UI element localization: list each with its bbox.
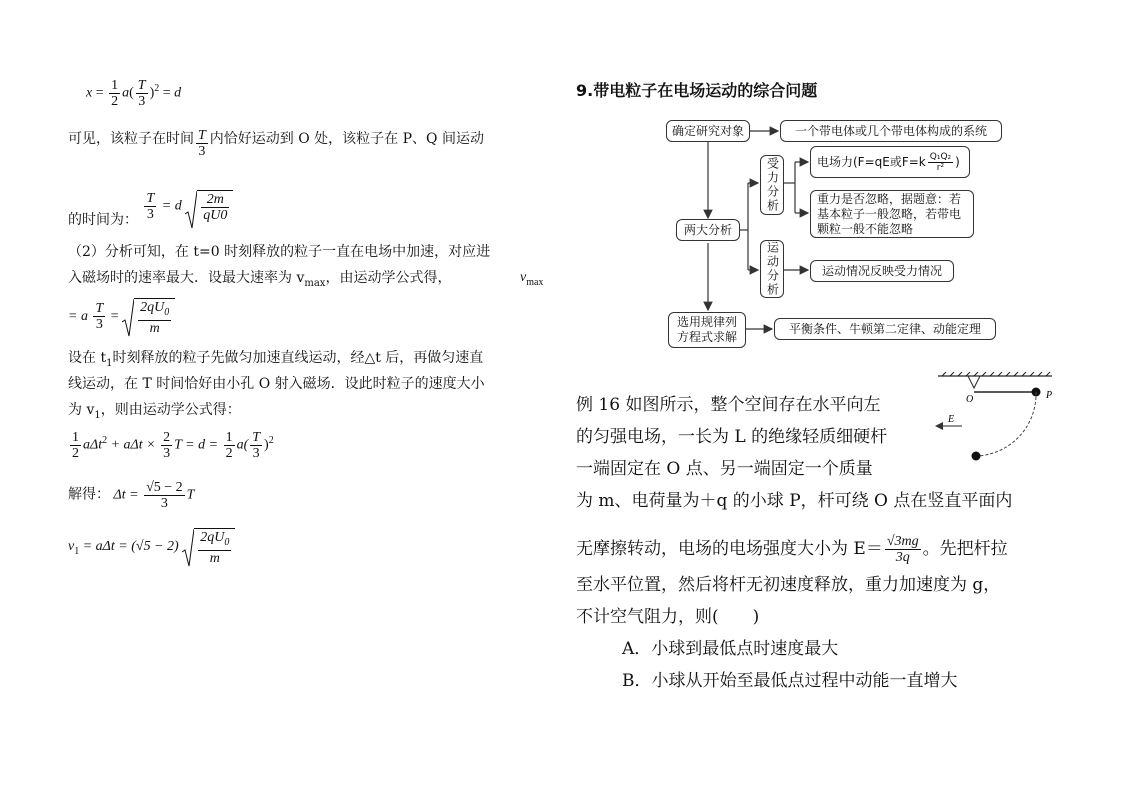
example-line-7: 不计空气阻力，则( ) (576, 607, 760, 627)
option-a: A．小球到最低点时速度最大 (622, 639, 839, 659)
node-gravity: 重力是否忽略，据题意：若基本粒子一般忽略，若带电颗粒一般不能忽略 (810, 190, 974, 238)
equation-vmax: = a $\frac{T}{3}$ = $\frac{2qU_0}{m}$ (68, 298, 175, 336)
text-line-1: 可见，该粒子在时间 $\frac{T}{3}$ 内恰好运动到 O 处，该粒子在 P、Q 间运动 (68, 128, 484, 159)
pivot-support (968, 376, 980, 388)
equation-v1: $v_1 = a\Delta t = (√5 - 2)$ $\frac{2qU_0}{m}$ (68, 528, 235, 566)
label-e: E (948, 414, 955, 425)
example-line-3: 一端固定在 O 点、另一端固定一个质量 (576, 459, 873, 479)
paragraph-3-line-b: 线运动，在 T 时间恰好由小孔 O 射入磁场．设此时粒子的速度大小 (68, 376, 485, 392)
vmax-label: $v_{max}$ (520, 270, 544, 288)
swing-path (976, 392, 1036, 456)
paragraph-3-line-a: 设在 $t_1$时刻释放的粒子先做匀加速直线运动，经△t 后，再做匀速直 (68, 350, 484, 369)
node-equations: 选用规律列方程式求解 (668, 312, 746, 348)
pendulum-figure (930, 370, 1060, 470)
node-motion-analysis: 运动分析 (760, 240, 784, 298)
example-line-2: 的匀强电场，一长为 L 的绝缘轻质细硬杆 (576, 427, 888, 447)
node-research-object: 确定研究对象 (666, 120, 750, 142)
ball-lowest (972, 452, 981, 461)
paragraph-2-line-a: （2）分析可知，在 t=0 时刻释放的粒子一直在电场中加速，对应进 (68, 244, 491, 260)
label-o: O (966, 394, 974, 405)
example-line-5: 无摩擦转动，电场的电场强度大小为 E＝ $\frac{√3mg}{3q}$ 。先把杆拉 (576, 534, 1008, 565)
equation-distance: $\frac{1}{2}$ aΔt$^2$ + aΔt × $\frac{2}{3}$ T = d = $\frac{1}{2}$ a( $\frac{T}{3}$ )$^2$ (72, 430, 274, 461)
example-line-1: 例 16 如图所示，整个空间存在水平向左 (576, 395, 881, 415)
node-laws: 平衡条件、牛顿第二定律、动能定理 (774, 318, 996, 340)
node-system: 一个带电体或几个带电体构成的系统 (780, 120, 1002, 142)
option-b: B．小球从开始至最低点过程中动能一直增大 (622, 671, 958, 691)
node-motion-result: 运动情况反映受力情况 (810, 260, 954, 282)
label-p: P (1046, 390, 1053, 401)
text-line-2: 的时间为： $\frac{T}{3}$ = d $\frac{2m}{qU0}$ (68, 172, 233, 205)
equation-delta-t: 解得： Δt = $\frac{√5 - 2}{3}$ T (68, 480, 195, 511)
equation-x: x = $\frac{1}{2}$ a( $\frac{T}{3}$ )$^2$ = d (86, 78, 182, 109)
example-line-4: 为 m、电荷量为＋q 的小球 P，杆可绕 O 点在竖直平面内 (576, 491, 1013, 511)
node-electric-force: 电场力(F=qE或F=k $\frac{\text{Q₁Q₂}}{\text{r²}}$ ) (810, 146, 970, 178)
section-heading: 9.带电粒子在电场运动的综合问题 (576, 81, 818, 100)
example-line-6: 至水平位置，然后将杆无初速度释放，重力加速度为 g， (576, 575, 1001, 595)
node-two-analyses: 两大分析 (676, 219, 740, 241)
node-force-analysis: 受力分析 (760, 155, 784, 215)
paragraph-3-line-c: 为 $v_1$，则由运动学公式得： (68, 402, 241, 421)
paragraph-2-line-b: 入磁场时的速率最大．设最大速率为 $v_{max}$，由运动学公式得， (68, 270, 452, 289)
